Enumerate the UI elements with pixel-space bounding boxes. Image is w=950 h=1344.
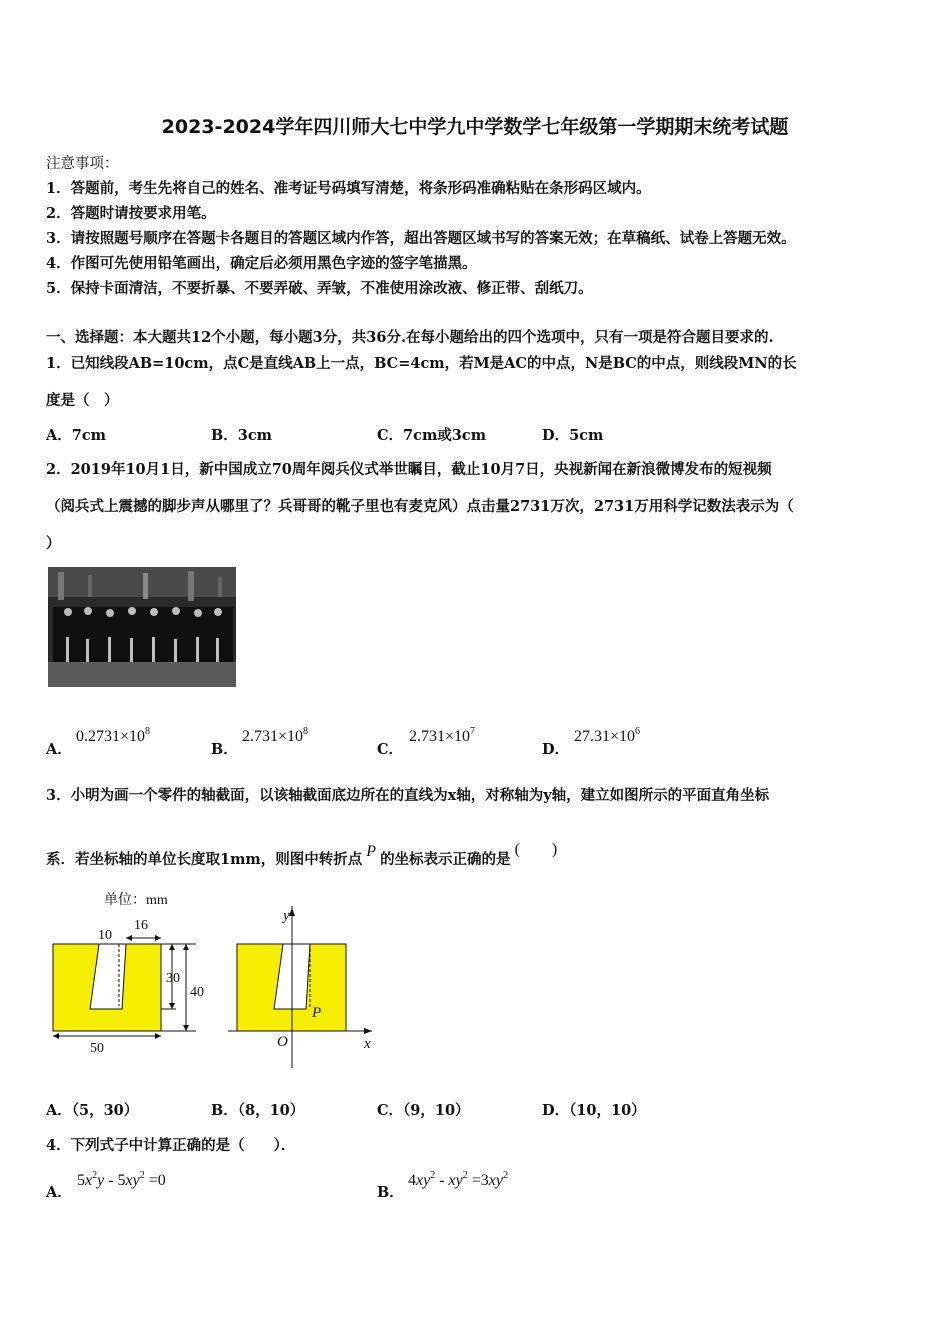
- q2-option-a-expr: $0.2731\times 10^8$: [76, 726, 151, 745]
- q2-stem: 2．2019年10月1日，新中国成立70周年阅兵仪式举世瞩目，截止10月7日，央视新闻在新浪微博发布的短视频: [46, 461, 772, 478]
- q4-option-a-letter: A．: [46, 1184, 72, 1201]
- note-item: 5．保持卡面清洁，不要折暴、不要弄破、弄皱，不准使用涂改液、修正带、刮纸刀。: [46, 280, 593, 297]
- fig-dim-50: 50: [90, 1041, 104, 1056]
- q1-stem-cont: 度是（ ）: [46, 392, 119, 409]
- q3-stem: 3．小明为画一个零件的轴截面，以该轴截面底边所在的直线为x轴，对称轴为y轴，建立如图所示的平面直角坐标: [46, 787, 770, 804]
- q2-option-d-letter: D．: [542, 741, 570, 758]
- q1-stem: 1．已知线段AB=10cm，点C是直线AB上一点，BC=4cm，若M是AC的中点，N是BC的中点，则线段MN的长: [46, 355, 797, 372]
- note-item: 3．请按照题号顺序在答题卡各题目的答题区域内作答，超出答题区域书写的答案无效；在草稿纸、试卷上答题无效。: [46, 230, 796, 247]
- fig-unit-label: 单位：mm: [104, 893, 168, 908]
- fig-axis-y: y: [283, 908, 290, 924]
- fig-dim-30: 30: [166, 971, 180, 986]
- q2-option-c-letter: C．: [377, 741, 404, 758]
- q2-option-d-expr: $27.31\times 10^6$: [574, 726, 641, 745]
- q3-point-label: P: [366, 843, 377, 860]
- fig-dim-40: 40: [190, 985, 204, 1000]
- fig-point-p: P: [312, 1005, 322, 1021]
- section-heading: 一、选择题：本大题共12个小题，每小题3分，共36分.在每小题给出的四个选项中，只有一项是符合题目要求的.: [46, 329, 774, 346]
- note-item: 1．答题前，考生先将自己的姓名、准考证号码填写清楚，将条形码准确粘贴在条形码区域内。: [46, 180, 651, 197]
- fig-origin: O: [277, 1034, 288, 1050]
- q3-option-b: B．（8，10）: [211, 1102, 305, 1119]
- q1-option-a: A．7cm: [46, 427, 107, 444]
- q2-option-c-expr: $2.731\times 10^7$: [409, 726, 476, 745]
- fig-axis-x: x: [364, 1036, 371, 1052]
- q3-figure: [46, 886, 386, 1076]
- q3-paren: ( ): [514, 841, 558, 858]
- q3-option-d: D．（10，10）: [542, 1102, 646, 1119]
- q4-option-b-letter: B．: [377, 1184, 404, 1201]
- q1-option-c: C．7cm或3cm: [377, 427, 487, 444]
- fig-dim-10: 10: [98, 928, 112, 943]
- q2-option-a-letter: A．: [46, 741, 72, 758]
- parade-photo: [48, 567, 236, 687]
- note-item: 2．答题时请按要求用笔。: [46, 205, 216, 222]
- q1-option-b: B．3cm: [211, 427, 273, 444]
- note-item: 4．作图可先使用铅笔画出，确定后必须用黑色字迹的签字笔描黑。: [46, 255, 477, 272]
- q4-option-a-expr: $5x^2y - 5xy^2 =0$: [77, 1170, 166, 1189]
- q4-option-b-expr: $4xy^2 - xy^2 =3xy^2$: [408, 1170, 508, 1189]
- q4-stem: 4．下列式子中计算正确的是（ ）．: [46, 1137, 296, 1154]
- q1-option-d: D．5cm: [542, 427, 604, 444]
- q2-option-b-letter: B．: [211, 741, 238, 758]
- page-title: 2023-2024学年四川师大七中学九中学数学七年级第一学期期末统考试题: [161, 116, 789, 138]
- q3-option-c: C．（9，10）: [377, 1102, 470, 1119]
- q2-stem-end: ）: [46, 535, 61, 552]
- q2-option-b-expr: $2.731\times 10^8$: [242, 726, 309, 745]
- q3-option-a: A．（5，30）: [46, 1102, 139, 1119]
- notes-heading: 注意事项：: [46, 156, 119, 172]
- q3-stem-cont: 系．若坐标轴的单位长度取1mm，则图中转折点 P 的坐标表示正确的是( ): [46, 841, 558, 868]
- fig-dim-16: 16: [134, 918, 148, 933]
- q2-stem-cont: （阅兵式上震撼的脚步声从哪里了？兵哥哥的靴子里也有麦克风）点击量2731万次，2731万用科学记数法表示为（: [46, 498, 794, 515]
